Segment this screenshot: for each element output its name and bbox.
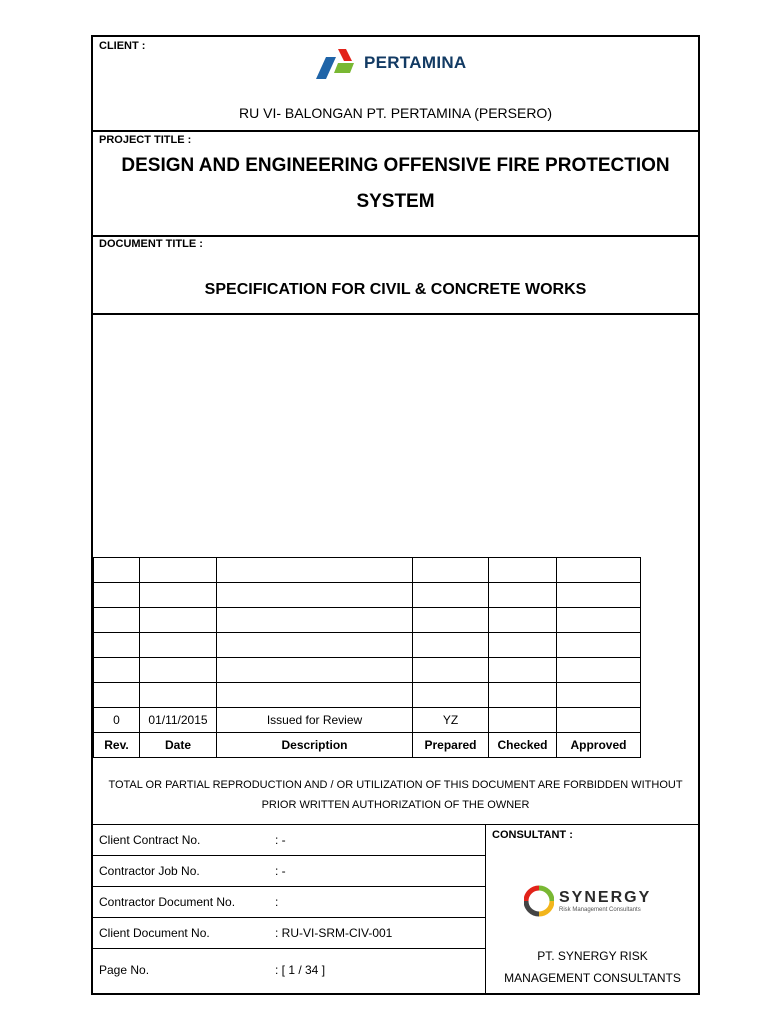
project-title-line2: SYSTEM (356, 191, 435, 212)
document-info (93, 825, 485, 993)
revision-cell (217, 683, 413, 708)
consultant-name-line1: PT. SYNERGY RISK (537, 949, 648, 963)
revision-row (94, 633, 641, 658)
revision-cell (557, 558, 641, 583)
project-section (93, 132, 698, 237)
revision-cell (94, 633, 140, 658)
document-section (93, 237, 698, 315)
revision-header-row (94, 733, 641, 758)
revision-header-cell: Date (140, 733, 217, 758)
info-row-contractor-document (93, 887, 485, 918)
revision-cell (413, 658, 489, 683)
revision-cell (140, 608, 217, 633)
document-cover-sheet (91, 35, 700, 995)
revision-header-cell: Description (217, 733, 413, 758)
revision-cell (413, 608, 489, 633)
project-title-label: PROJECT TITLE : (99, 134, 192, 146)
revision-cell (557, 633, 641, 658)
revision-cell (557, 608, 641, 633)
revision-header-cell: Checked (489, 733, 557, 758)
revision-cell (94, 608, 140, 633)
info-key: Contractor Job No. (99, 864, 200, 878)
document-title: SPECIFICATION FOR CIVIL & CONCRETE WORKS (204, 281, 587, 298)
revision-row (94, 708, 641, 733)
revision-cell (489, 683, 557, 708)
revision-cell (413, 633, 489, 658)
revision-row (94, 658, 641, 683)
info-row-contractor-job (93, 856, 485, 887)
revision-cell (557, 583, 641, 608)
info-row-page-no (93, 949, 485, 993)
document-title-label: DOCUMENT TITLE : (99, 238, 203, 250)
revision-cell (140, 633, 217, 658)
info-key: Contractor Document No. (99, 895, 236, 909)
revision-cell (94, 658, 140, 683)
info-key: Client Document No. (99, 926, 210, 940)
revision-cell: 01/11/2015 (140, 708, 217, 733)
consultant-label: CONSULTANT : (492, 829, 573, 841)
revision-cell (217, 558, 413, 583)
pertamina-logo (308, 41, 467, 85)
synergy-logo-icon (524, 885, 554, 917)
info-value: : (275, 895, 279, 909)
consultant-block (485, 825, 699, 993)
revision-cell (140, 683, 217, 708)
revision-cell (557, 658, 641, 683)
revision-cell (489, 658, 557, 683)
client-section (93, 37, 698, 132)
revision-cell (557, 708, 641, 733)
revision-cell (489, 558, 557, 583)
revision-cell (489, 583, 557, 608)
revision-row (94, 683, 641, 708)
revision-cell (217, 633, 413, 658)
info-value: : - (275, 864, 286, 878)
revision-cell (94, 558, 140, 583)
project-title (93, 148, 698, 220)
project-title-line1: DESIGN AND ENGINEERING OFFENSIVE FIRE PROTECTION (121, 155, 670, 176)
client-label: CLIENT : (99, 40, 146, 52)
info-key: Page No. (99, 963, 150, 977)
revision-cell (217, 608, 413, 633)
revision-cell (140, 658, 217, 683)
revision-cell (217, 658, 413, 683)
synergy-logo-sub: Risk Management Consultants (559, 906, 641, 913)
info-value: : RU-VI-SRM-CIV-001 (275, 926, 393, 940)
revision-cell (489, 633, 557, 658)
info-value: : - (275, 833, 286, 847)
revision-header-cell: Rev. (94, 733, 140, 758)
revision-cell: 0 (94, 708, 140, 733)
revision-cell (557, 683, 641, 708)
client-name: RU VI- BALONGAN PT. PERTAMINA (PERSERO) (239, 105, 552, 121)
revision-row (94, 583, 641, 608)
revision-header-cell: Prepared (413, 733, 489, 758)
revision-cell (217, 583, 413, 608)
revision-row (94, 558, 641, 583)
revision-row (94, 608, 641, 633)
revision-cell (140, 558, 217, 583)
consultant-name-line2: MANAGEMENT CONSULTANTS (504, 971, 681, 985)
notice-line1: TOTAL OR PARTIAL REPRODUCTION AND / OR UTILIZATION OF THIS DOCUMENT ARE FORBIDDEN WITHOUT (108, 779, 683, 791)
revision-cell (94, 583, 140, 608)
notice-line2: PRIOR WRITTEN AUTHORIZATION OF THE OWNER (261, 799, 530, 811)
revision-cell (94, 683, 140, 708)
synergy-logo (524, 885, 651, 917)
revision-cell (489, 608, 557, 633)
revision-cell (489, 708, 557, 733)
info-key: Client Contract No. (99, 833, 201, 847)
consultant-name (486, 945, 699, 989)
pertamina-logo-text: PERTAMINA (364, 53, 467, 72)
revision-cell: YZ (413, 708, 489, 733)
info-row-client-contract (93, 825, 485, 856)
pertamina-logo-icon (308, 43, 358, 83)
info-value: : [ 1 / 34 ] (275, 963, 326, 977)
revision-cell: Issued for Review (217, 708, 413, 733)
revision-table (93, 557, 641, 758)
reproduction-notice (93, 772, 698, 825)
revision-header-cell: Approved (557, 733, 641, 758)
info-row-client-document (93, 918, 485, 949)
revision-cell (413, 558, 489, 583)
revision-cell (140, 583, 217, 608)
synergy-logo-name: SYNERGY (559, 888, 652, 906)
revision-cell (413, 683, 489, 708)
revision-cell (413, 583, 489, 608)
